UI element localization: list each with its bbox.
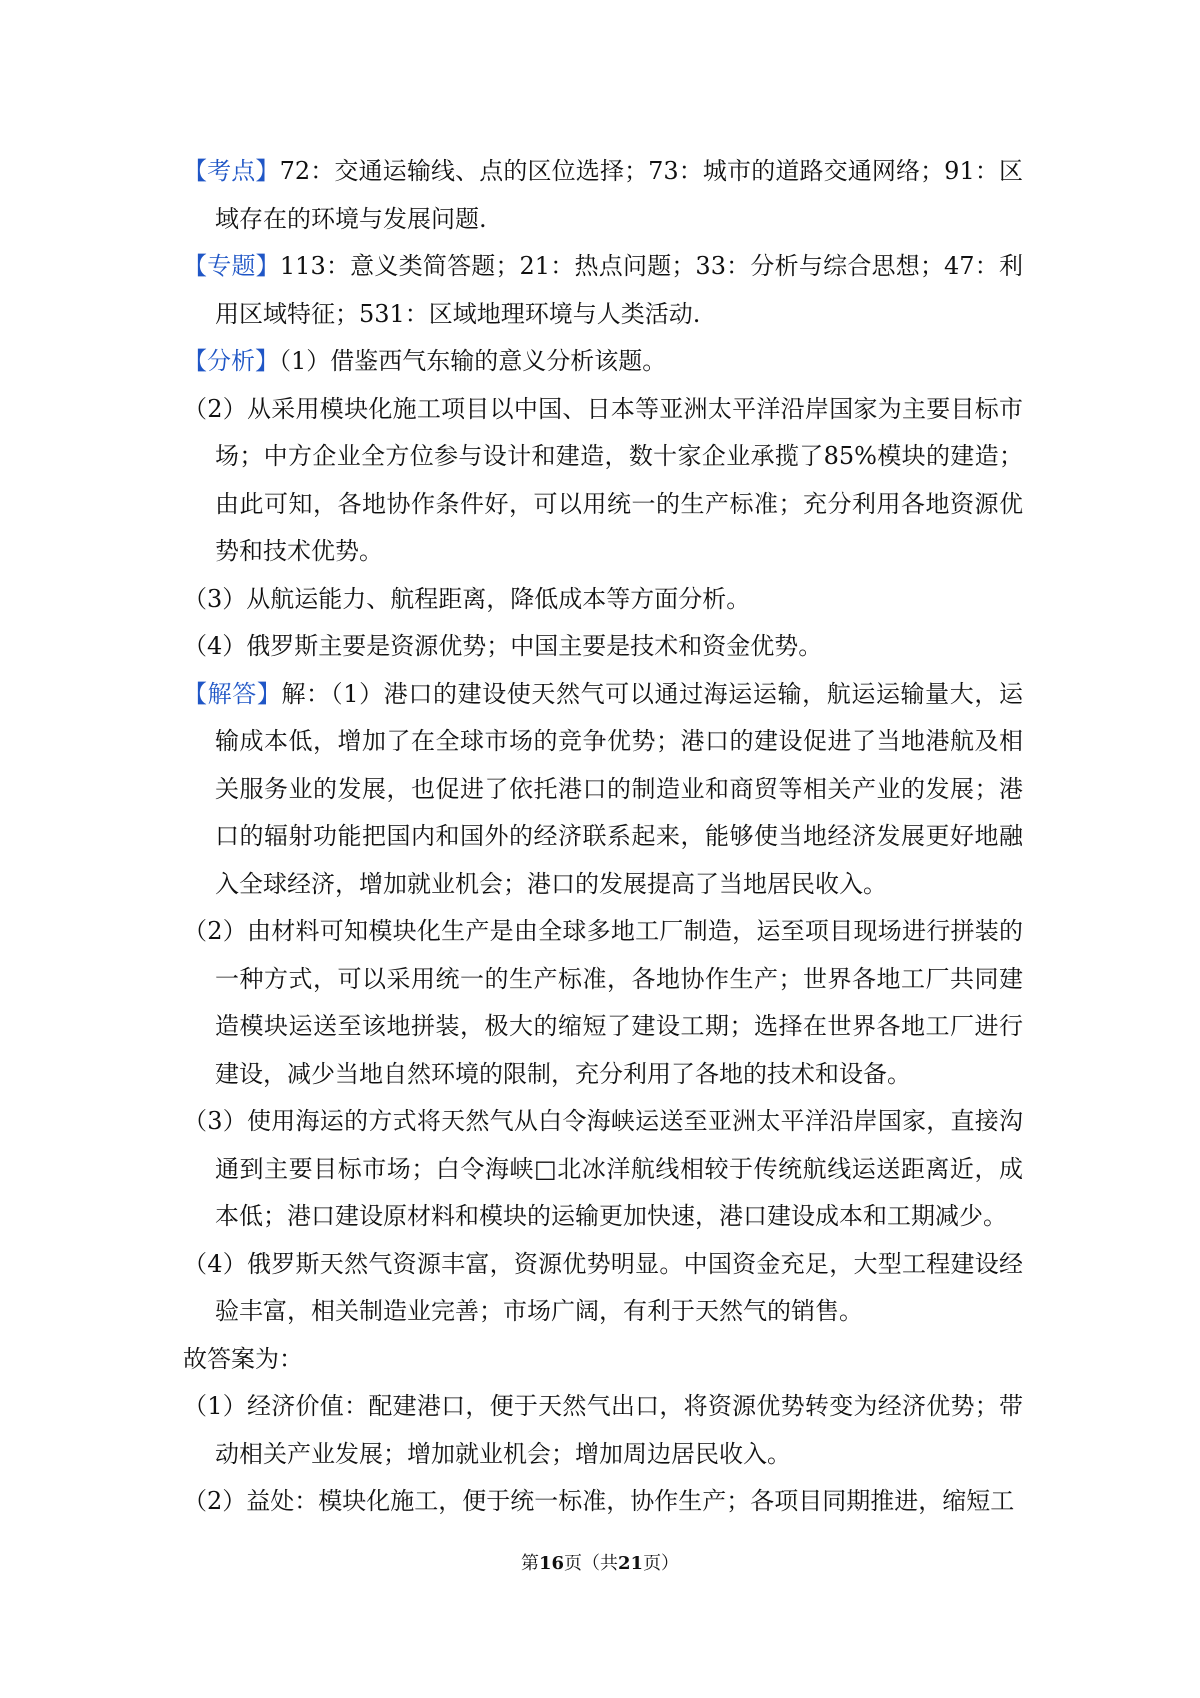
- jieda-text: 解：（1）港口的建设使天然气可以通过海运运输，航运运输量大，运输成本低，增加了在全球市场的竞争优势；港口的建设促进了当地港航及相关服务业的发展，也促进了依托港口的制造业和商贸等相关产业的发展；港口的辐射功能把国内和国外的经济联系起来，能够使当地经济发展更好地融入全球经济，增加就业机会；港口的发展提高了当地居民收入。: [215, 679, 1023, 898]
- fenxi-text: （1）借鉴西气东输的意义分析该题。: [279, 347, 667, 375]
- fenxi-tag: 【分析】: [183, 347, 279, 375]
- kaodian-paragraph: [183, 148, 1023, 243]
- footer-page-number: 16: [538, 1553, 564, 1574]
- fenxi-item-3: （3）从航运能力、航程距离，降低成本等方面分析。: [183, 584, 751, 613]
- zhuanti-tag: 【专题】: [183, 252, 280, 280]
- zhuanti-paragraph: [183, 243, 1023, 338]
- answer-item-2: （2）益处：模块化施工，便于统一标准，协作生产；各项目同期推进，缩短工: [183, 1487, 1015, 1515]
- fenxi-paragraph: [183, 338, 1023, 386]
- jieda-item-2: （2）由材料可知模块化生产是由全球多地工厂制造，运至项目现场进行拼装的一种方式，可以采用统一的生产标准，各地协作生产；世界各地工厂共同建造模块运送至该地拼装，极大的缩短了建设工期；选择在世界各地工厂进行建设，减少当地自然环境的限制，充分利用了各地的技术和设备。: [183, 917, 1023, 1088]
- answer-lead: 故答案为：: [183, 1344, 303, 1373]
- zhuanti-text: 113：意义类简答题；21：热点问题；33：分析与综合思想；47：利用区域特征；531：区域地理环境与人类活动.: [215, 252, 1023, 328]
- footer-mid: 页（共: [564, 1553, 618, 1574]
- footer-suffix: 页）: [643, 1553, 680, 1574]
- answer-content: [183, 148, 1023, 1526]
- footer-prefix: 第: [520, 1553, 539, 1574]
- jieda-tag: 【解答】: [183, 679, 282, 708]
- footer-total-pages: 21: [618, 1553, 644, 1574]
- jieda-item-4: （4）俄罗斯天然气资源丰富，资源优势明显。中国资金充足，大型工程建设经验丰富，相关制造业完善；市场广阔，有利于天然气的销售。: [183, 1249, 1023, 1325]
- kaodian-tag: 【考点】: [183, 157, 280, 185]
- page-footer: [0, 1552, 1200, 1576]
- jieda-paragraph: [183, 671, 1023, 909]
- fenxi-item-4: （4）俄罗斯主要是资源优势；中国主要是技术和资金优势。: [183, 632, 823, 660]
- kaodian-text: 72：交通运输线、点的区位选择；73：城市的道路交通网络；91：区域存在的环境与发展问题.: [215, 157, 1024, 233]
- fenxi-item-2: （2）从采用模块化施工项目以中国、日本等亚洲太平洋沿岸国家为主要目标市场；中方企业全方位参与设计和建造，数十家企业承揽了85%模块的建造；由此可知，各地协作条件好，可以用统一的生产标准；充分利用各地资源优势和技术优势。: [183, 394, 1023, 565]
- answer-item-1: （1）经济价值：配建港口，便于天然气出口，将资源优势转变为经济优势；带动相关产业发展；增加就业机会；增加周边居民收入。: [183, 1392, 1023, 1468]
- jieda-item-3: （3）使用海运的方式将天然气从白令海峡运送至亚洲太平洋沿岸国家，直接沟通到主要目标市场；白令海峡□北冰洋航线相较于传统航线运送距离近，成本低；港口建设原材料和模块的运输更加快速，港口建设成本和工期减少。: [183, 1107, 1023, 1230]
